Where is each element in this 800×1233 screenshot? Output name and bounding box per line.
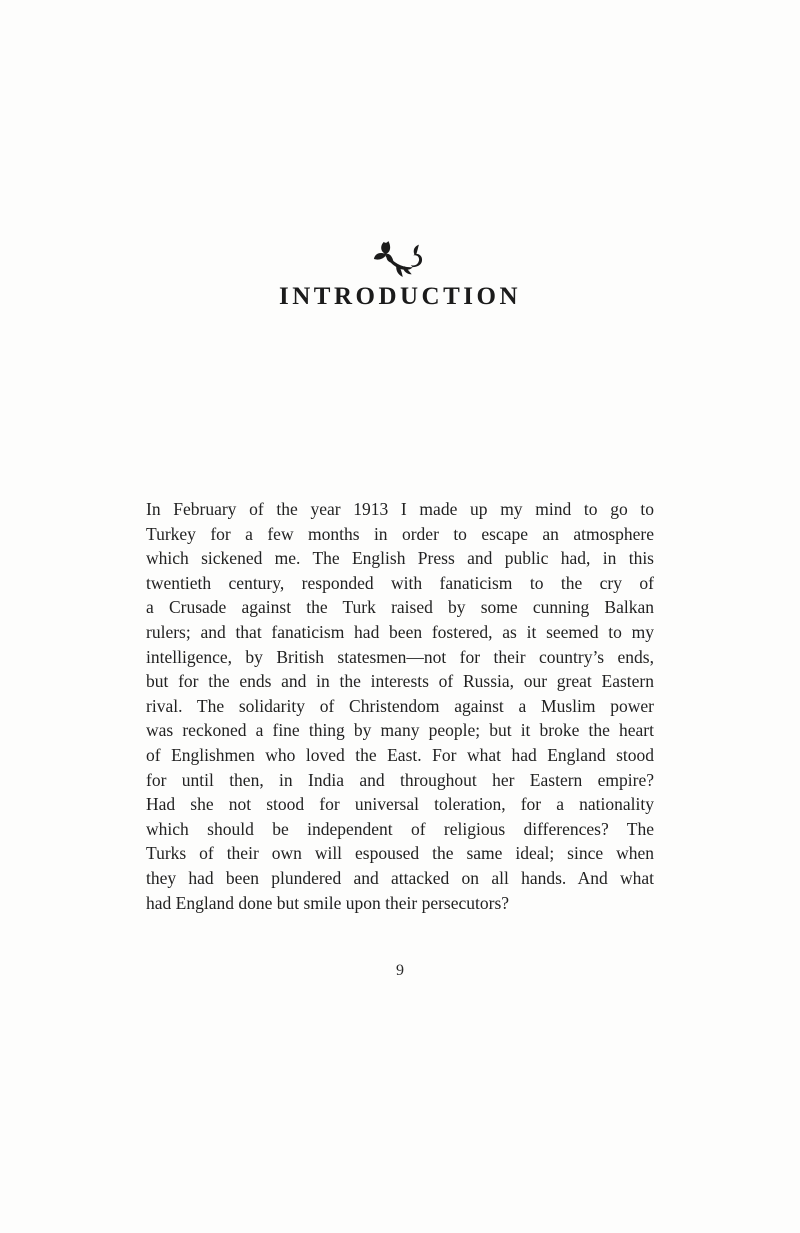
body-line: had England done but smile upon their persecutors? [146,892,510,913]
body-line: which sickened me. The English Press and public had, in this [146,548,654,569]
body-line: they had been plundered and attacked on all hands. And what [146,867,654,888]
body-line: Turks of their own will espoused the same ideal; since when [146,843,654,864]
body-line: for until then, in India and throughout her Eastern empire? [146,769,654,790]
chapter-ornament [0,240,800,278]
body-line: intelligence, by British statesmen—not for their country’s ends, [146,646,654,667]
body-line: of Englishmen who loved the East. For what had England stood [146,744,654,765]
body-line: rulers; and that fanaticism had been fostered, as it seemed to my [146,621,654,642]
body-line: was reckoned a fine thing by many people; but it broke the heart [146,720,654,741]
body-line: rival. The solidarity of Christendom against a Muslim power [146,695,654,716]
body-line: a Crusade against the Turk raised by some cunning Balkan [146,597,654,618]
page-number: 9 [396,962,404,979]
fleuron-icon [373,240,427,278]
body-line: but for the ends and in the interests of Russia, our great Eastern [146,671,654,692]
body-line: Turkey for a few months in order to escape an atmosphere [146,523,654,544]
chapter-title: INTRODUCTION [278,283,522,310]
body-line: In February of the year 1913 I made up my mind to go to [146,499,654,519]
body-line: which should be independent of religious differences? The [146,818,654,839]
body-paragraph [146,497,654,915]
body-line: twentieth century, responded with fanaticism to the cry of [146,572,654,593]
body-line: Had she not stood for universal toleration, for a nationality [146,794,654,815]
